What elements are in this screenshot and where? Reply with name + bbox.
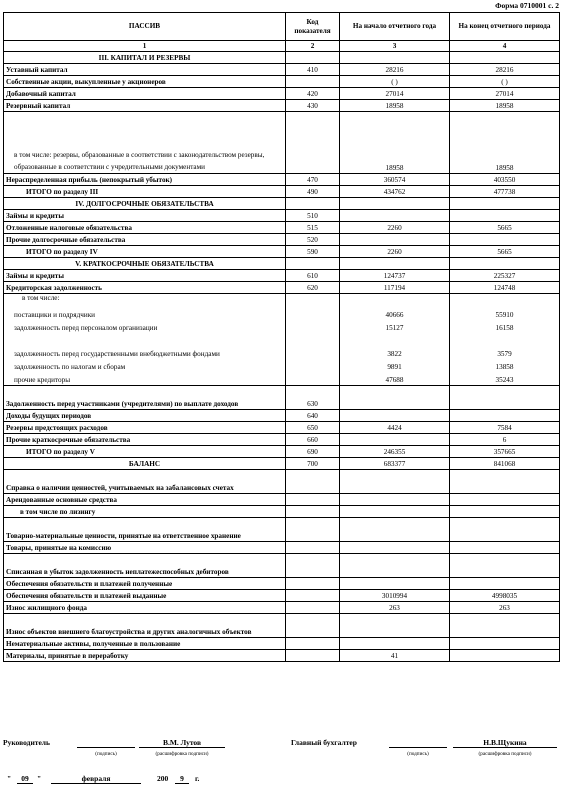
row-code: 700 [286,458,340,470]
row-label: Займы и кредиты [4,270,286,282]
row-code: 410 [286,64,340,76]
table-row [4,174,560,186]
row-code [286,198,340,210]
offbalance-row [4,554,560,578]
row-label: Доходы будущих периодов [4,410,286,422]
table-row [4,282,560,294]
offbalance-row [4,578,560,590]
offbalance-row [4,494,560,506]
row-start-value: 683377 [340,458,450,470]
offbalance-row [4,650,560,662]
creditor-item-label: задолженность по налогам и сборам [14,363,126,372]
offbalance-start [340,554,450,578]
row-start-value: 434762 [340,186,450,198]
creditors-code [286,294,340,386]
offbalance-label: Износ объектов внешнего благоустройства и других аналогичных объектов [4,614,286,638]
offbalance-start [340,518,450,542]
row-label: Кредиторская задолженность [4,282,286,294]
row-label: ИТОГО по разделу V [4,446,286,458]
creditor-item-start: 9891 [387,363,402,372]
offbalance-end [450,650,560,662]
table-row [4,446,560,458]
header-num-2: 2 [286,41,340,52]
header-end: На конец отчетного периода [450,13,560,41]
offbalance-code [286,554,340,578]
row-start-value: 124737 [340,270,450,282]
offbalance-start [340,614,450,638]
offbalance-end [450,494,560,506]
offbalance-code [286,638,340,650]
head-signature-line [77,738,135,748]
creditor-item-start: 40666 [385,311,404,320]
creditors-breakdown [4,294,560,386]
creditors-end [450,294,560,386]
offbalance-code [286,518,340,542]
row-end-value: 6 [450,434,560,446]
table-row [4,246,560,258]
creditor-item-end: 3579 [497,350,512,359]
row-end-value: 27014 [450,88,560,100]
row-label: V. КРАТКОСРОЧНЫЕ ОБЯЗАТЕЛЬСТВА [4,258,286,270]
row-start-value [340,234,450,246]
date-quote-close: " [37,774,42,783]
creditor-item-start: 15127 [385,324,404,333]
row-code [286,76,340,88]
form-id: Форма 0710001 с. 2 [495,1,559,10]
row-code: 610 [286,270,340,282]
row-code [286,112,340,174]
row-start-value [340,258,450,270]
row-label: Прочие краткосрочные обязательства [4,434,286,446]
header-code: Код показателя [286,13,340,41]
offbalance-row [4,542,560,554]
offbalance-code [286,578,340,590]
offbalance-end [450,554,560,578]
row-code [286,258,340,270]
row-end-value: 225327 [450,270,560,282]
header-start: На начало отчетного года [340,13,450,41]
date-quote-open: " [7,774,12,783]
offbalance-code [286,506,340,518]
table-row [4,234,560,246]
row-end-value [450,210,560,222]
row-label: ИТОГО по разделу IV [4,246,286,258]
table-row [4,52,560,64]
row-start-value: 117194 [340,282,450,294]
table-row [4,422,560,434]
row-label: Собственные акции, выкупленные у акционеров [4,76,286,88]
offbalance-code [286,590,340,602]
balance-table [3,12,560,662]
table-row [4,270,560,282]
row-start-value [340,386,450,410]
row-end-value [450,52,560,64]
row-end-value [450,410,560,422]
offbalance-row [4,638,560,650]
creditor-item-label: задолженность перед персоналом организации [14,324,158,333]
offbalance-label: Товары, принятые на комиссию [4,542,286,554]
offbalance-code [286,614,340,638]
row-end-value: ( ) [450,76,560,88]
date-year-prefix: 200 [157,774,169,783]
table-row [4,64,560,76]
row-end-value: 841068 [450,458,560,470]
row-start-value [340,434,450,446]
header-passive: ПАССИВ [4,13,286,41]
creditor-item-end: 13858 [495,363,514,372]
offbalance-start: 263 [340,602,450,614]
row-start-value [340,210,450,222]
accountant-signature-line [389,738,447,748]
offbalance-label: Материалы, принятые в переработку [4,650,286,662]
offbalance-code [286,650,340,662]
offbalance-end: 4998035 [450,590,560,602]
creditor-item-start: 3822 [387,350,402,359]
row-label: ИТОГО по разделу III [4,186,286,198]
header-num-4: 4 [450,41,560,52]
creditors-start [340,294,450,386]
table-row [4,88,560,100]
row-label: IV. ДОЛГОСРОЧНЫЕ ОБЯЗАТЕЛЬСТВА [4,198,286,210]
offbalance-label: Справка о наличии ценностей, учитываемых на забалансовых счетах [4,470,286,494]
offbalance-row [4,590,560,602]
row-code: 660 [286,434,340,446]
date-suffix: г. [195,774,200,783]
offbalance-end [450,470,560,494]
row-label: в том числе: резервы, образованные в соответствии с законодательством резервы, образованные в соответствии с учредительными документами [4,112,286,174]
row-start-value: 18958 [340,100,450,112]
offbalance-code [286,602,340,614]
row-start-value: 27014 [340,88,450,100]
row-code: 470 [286,174,340,186]
creditor-item-end: 35243 [495,376,514,385]
row-code: 420 [286,88,340,100]
row-end-value: 18958 [450,100,560,112]
offbalance-start: 3010994 [340,590,450,602]
row-code: 590 [286,246,340,258]
offbalance-label: Износ жилищного фонда [4,602,286,614]
offbalance-code [286,542,340,554]
row-end-value: 5665 [450,222,560,234]
row-end-value: 28216 [450,64,560,76]
row-code: 490 [286,186,340,198]
offbalance-end [450,518,560,542]
row-code: 640 [286,410,340,422]
offbalance-row [4,602,560,614]
offbalance-row [4,470,560,494]
offbalance-end [450,542,560,554]
offbalance-label: Обеспечения обязательств и платежей выданные [4,590,286,602]
date-year-digit: 9 [175,774,189,784]
offbalance-label: в том числе по лизингу [4,506,286,518]
row-code [286,52,340,64]
row-start-value: ( ) [340,76,450,88]
accountant-name: Н.В.Щукина [453,738,557,748]
offbalance-end [450,638,560,650]
table-row [4,410,560,422]
row-code: 620 [286,282,340,294]
creditor-item-end: 16158 [495,324,514,333]
row-end-value: 357665 [450,446,560,458]
row-start-value [340,52,450,64]
creditor-item-start: 47688 [385,376,404,385]
row-code: 690 [286,446,340,458]
row-label: Добавочный капитал [4,88,286,100]
offbalance-code [286,494,340,506]
offbalance-start [340,494,450,506]
table-row [4,434,560,446]
head-label: Руководитель [3,738,50,747]
creditor-item-label: поставщики и подрядчики [14,311,96,320]
table-row [4,222,560,234]
row-start-value: 18958 [340,112,450,174]
offbalance-label: Списанная в убыток задолженность неплатежеспособных дебиторов [4,554,286,578]
row-label: III. КАПИТАЛ И РЕЗЕРВЫ [4,52,286,64]
offbalance-row [4,518,560,542]
row-label: Прочие долгосрочные обязательства [4,234,286,246]
offbalance-end [450,614,560,638]
row-end-value: 403550 [450,174,560,186]
row-end-value [450,258,560,270]
row-start-value: 4424 [340,422,450,434]
offbalance-start [340,578,450,590]
row-code: 520 [286,234,340,246]
creditor-item-label: прочие кредиторы [14,376,71,385]
row-end-value [450,234,560,246]
creditor-item-end: 55910 [495,311,514,320]
offbalance-start [340,638,450,650]
header-num-3: 3 [340,41,450,52]
row-code: 650 [286,422,340,434]
row-end-value: 7584 [450,422,560,434]
table-row [4,258,560,270]
row-end-value: 18958 [450,112,560,174]
row-code: 630 [286,386,340,410]
row-label: Резервный капитал [4,100,286,112]
row-code: 430 [286,100,340,112]
offbalance-start: 41 [340,650,450,662]
offbalance-start [340,542,450,554]
row-start-value: 2260 [340,222,450,234]
accountant-sign-caption: (подпись) [407,751,429,757]
offbalance-end: 263 [450,602,560,614]
table-row [4,186,560,198]
row-label: Нераспределенная прибыль (непокрытый убыток) [4,174,286,186]
row-start-value [340,198,450,210]
offbalance-label: Товарно-материальные ценности, принятые на ответственное хранение [4,518,286,542]
table-row [4,198,560,210]
head-name: В.М. Лутов [139,738,225,748]
row-end-value [450,386,560,410]
row-label: Задолженность перед участниками (учредителями) по выплате доходов [4,386,286,410]
table-row [4,386,560,410]
offbalance-end [450,578,560,590]
head-name-caption: (расшифровка подписи) [155,751,209,757]
row-end-value: 5665 [450,246,560,258]
row-label: Отложенные налоговые обязательства [4,222,286,234]
creditors-intro: в том числе: [22,294,60,302]
table-row [4,100,560,112]
accountant-name-caption: (расшифровка подписи) [478,751,532,757]
header-num-1: 1 [4,41,286,52]
date-day: 09 [17,774,33,784]
offbalance-row [4,506,560,518]
creditor-item-label: задолженность перед государственными внебюджетными фондами [14,350,220,359]
row-start-value: 28216 [340,64,450,76]
row-code: 510 [286,210,340,222]
row-label: Резервы предстоящих расходов [4,422,286,434]
row-start-value: 2260 [340,246,450,258]
offbalance-start [340,470,450,494]
offbalance-start [340,506,450,518]
row-start-value: 360574 [340,174,450,186]
row-code: 515 [286,222,340,234]
offbalance-label: Обеспечения обязательств и платежей полученные [4,578,286,590]
table-row [4,458,560,470]
row-label: Займы и кредиты [4,210,286,222]
row-end-value: 124748 [450,282,560,294]
row-label: Уставный капитал [4,64,286,76]
creditors-labels [4,294,286,386]
row-end-value: 477738 [450,186,560,198]
table-row [4,76,560,88]
offbalance-end [450,506,560,518]
offbalance-label: Арендованные основные средства [4,494,286,506]
accountant-label: Главный бухгалтер [291,738,357,747]
row-start-value [340,410,450,422]
offbalance-code [286,470,340,494]
row-start-value: 246355 [340,446,450,458]
row-label: БАЛАНС [4,458,286,470]
table-row [4,210,560,222]
head-sign-caption: (подпись) [95,751,117,757]
offbalance-row [4,614,560,638]
offbalance-label: Нематериальные активы, полученные в пользование [4,638,286,650]
row-end-value [450,198,560,210]
date-month: февраля [51,774,141,784]
table-row [4,112,560,174]
